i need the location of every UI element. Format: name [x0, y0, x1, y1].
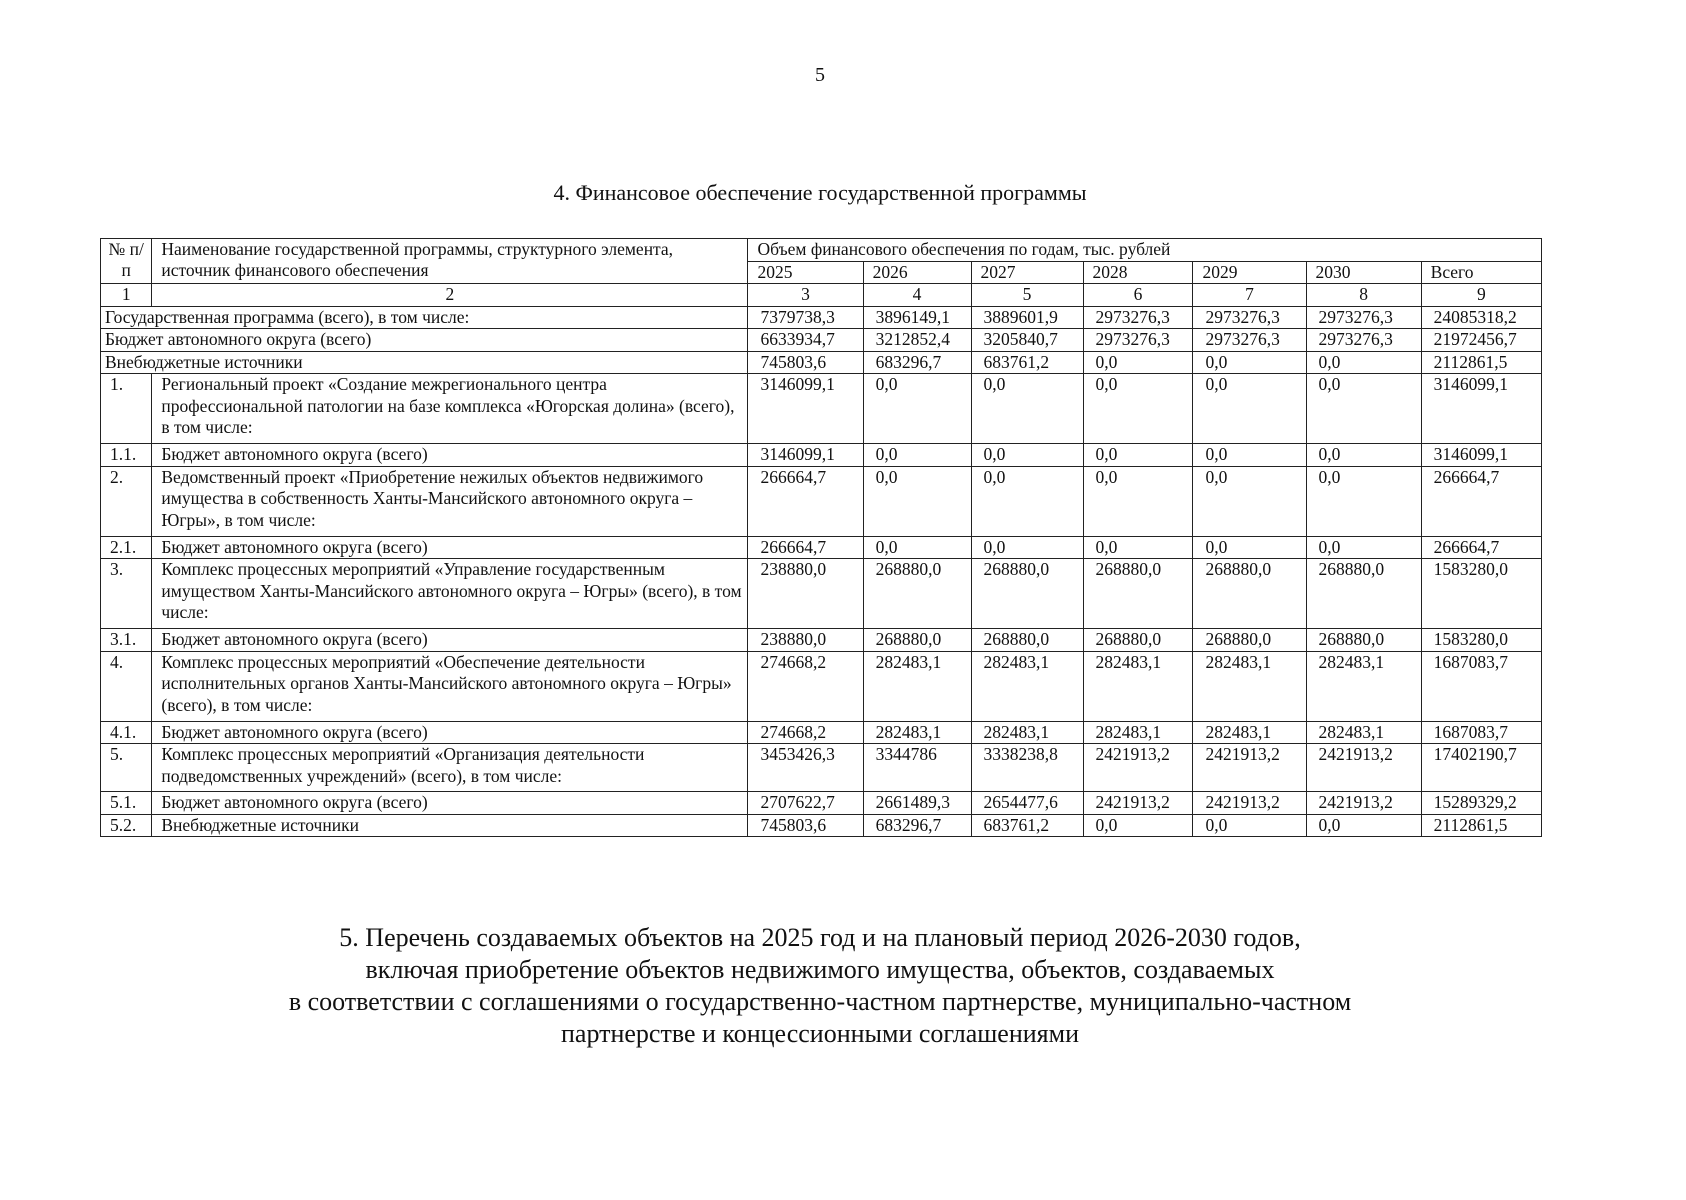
column-number: 8: [1306, 284, 1421, 307]
value-cell: 268880,0: [971, 629, 1083, 652]
value-cell: 0,0: [1193, 466, 1306, 536]
value-cell: 0,0: [1193, 374, 1306, 444]
value-cell: 0,0: [1083, 536, 1193, 559]
value-cell: 282483,1: [1306, 651, 1421, 721]
summary-row-label: Бюджет автономного округа (всего): [101, 329, 748, 352]
column-number: 3: [748, 284, 863, 307]
value-cell: 238880,0: [748, 559, 863, 629]
total-cell: 1687083,7: [1421, 651, 1541, 721]
value-cell: 745803,6: [748, 814, 863, 837]
value-cell: 268880,0: [863, 559, 971, 629]
value-cell: 282483,1: [971, 721, 1083, 744]
value-cell: 0,0: [1083, 374, 1193, 444]
value-cell: 266664,7: [748, 466, 863, 536]
bottom-section-title: [0, 922, 1640, 1050]
row-name: Бюджет автономного округа (всего): [152, 536, 748, 559]
value-cell: 282483,1: [971, 651, 1083, 721]
financing-table: [100, 238, 1542, 837]
value-cell: 282483,1: [863, 721, 971, 744]
value-cell: 683296,7: [863, 814, 971, 837]
value-cell: 0,0: [1193, 536, 1306, 559]
header-num-cell: № п/п: [101, 239, 152, 284]
value-cell: 2421913,2: [1306, 744, 1421, 792]
row-name: Комплекс процессных мероприятий «Обеспечение деятельности исполнительных органов Ханты-Мансийского автономного округа – Югры» (всего), в том числе:: [152, 651, 748, 721]
value-cell: 274668,2: [748, 651, 863, 721]
column-number: 4: [863, 284, 971, 307]
summary-row-program-total: [101, 306, 1542, 329]
header-year: 2025: [748, 261, 863, 284]
value-cell: 6633934,7: [748, 329, 863, 352]
value-cell: 0,0: [1193, 351, 1306, 374]
value-cell: 268880,0: [1306, 559, 1421, 629]
value-cell: 268880,0: [863, 629, 971, 652]
total-cell: 266664,7: [1421, 536, 1541, 559]
header-year: 2028: [1083, 261, 1193, 284]
value-cell: 2973276,3: [1306, 306, 1421, 329]
table-row: [101, 792, 1542, 815]
value-cell: 2661489,3: [863, 792, 971, 815]
value-cell: 0,0: [1193, 444, 1306, 467]
value-cell: 3146099,1: [748, 444, 863, 467]
column-number: 5: [971, 284, 1083, 307]
value-cell: 2973276,3: [1083, 306, 1193, 329]
total-cell: 1583280,0: [1421, 559, 1541, 629]
value-cell: 2973276,3: [1306, 329, 1421, 352]
table-row: [101, 444, 1542, 467]
header-year: 2027: [971, 261, 1083, 284]
table-row: [101, 721, 1542, 744]
value-cell: 2421913,2: [1083, 792, 1193, 815]
total-cell: 3146099,1: [1421, 444, 1541, 467]
section-title: 4. Финансовое обеспечение государственной программы: [553, 180, 1087, 205]
summary-row-label: Внебюджетные источники: [101, 351, 748, 374]
value-cell: 0,0: [863, 374, 971, 444]
value-cell: 0,0: [971, 444, 1083, 467]
total-cell: 3146099,1: [1421, 374, 1541, 444]
value-cell: 3212852,4: [863, 329, 971, 352]
value-cell: 0,0: [1306, 466, 1421, 536]
value-cell: 282483,1: [1193, 721, 1306, 744]
bottom-title-line: в соответствии с соглашениями о государственно-частном партнерстве, муниципально-частном: [288, 987, 1352, 1016]
value-cell: 683296,7: [863, 351, 971, 374]
header-name-cell: Наименование государственной программы, структурного элемента, источник финансового обеспечения: [152, 239, 748, 284]
value-cell: 0,0: [1306, 536, 1421, 559]
value-cell: 268880,0: [1193, 559, 1306, 629]
value-cell: 282483,1: [1306, 721, 1421, 744]
header-year: 2026: [863, 261, 971, 284]
row-name: Бюджет автономного округа (всего): [152, 629, 748, 652]
column-number: 6: [1083, 284, 1193, 307]
table-row: [101, 536, 1542, 559]
value-cell: 683761,2: [971, 814, 1083, 837]
table-row: [101, 744, 1542, 792]
value-cell: 2973276,3: [1193, 306, 1306, 329]
value-cell: 2421913,2: [1193, 792, 1306, 815]
row-number: 2.: [101, 466, 152, 536]
row-name: Бюджет автономного округа (всего): [152, 444, 748, 467]
row-name: Региональный проект «Создание межрегионального центра профессиональной патологии на базе комплекса «Югорская долина» (всего), в том числе:: [152, 374, 748, 444]
header-total: Всего: [1421, 261, 1541, 284]
value-cell: 2421913,2: [1193, 744, 1306, 792]
row-number: 2.1.: [101, 536, 152, 559]
bottom-title-line: партнерстве и концессионными соглашениями: [560, 1019, 1079, 1048]
value-cell: 0,0: [1306, 351, 1421, 374]
value-cell: 2973276,3: [1193, 329, 1306, 352]
column-number: 7: [1193, 284, 1306, 307]
value-cell: 0,0: [863, 444, 971, 467]
table-row: [101, 651, 1542, 721]
value-cell: 0,0: [971, 374, 1083, 444]
column-number-row: [101, 284, 1542, 307]
value-cell: 3205840,7: [971, 329, 1083, 352]
value-cell: 2421913,2: [1083, 744, 1193, 792]
bottom-title-line: 5. Перечень создаваемых объектов на 2025 год и на плановый период 2026-2030 годов,: [339, 923, 1301, 952]
value-cell: 3889601,9: [971, 306, 1083, 329]
value-cell: 0,0: [1306, 814, 1421, 837]
value-cell: 282483,1: [863, 651, 971, 721]
value-cell: 268880,0: [1083, 559, 1193, 629]
value-cell: 2707622,7: [748, 792, 863, 815]
summary-row-label: Государственная программа (всего), в том числе:: [101, 306, 748, 329]
row-number: 3.1.: [101, 629, 152, 652]
value-cell: 268880,0: [971, 559, 1083, 629]
value-cell: 274668,2: [748, 721, 863, 744]
table-row: [101, 814, 1542, 837]
value-cell: 0,0: [1306, 374, 1421, 444]
total-cell: 266664,7: [1421, 466, 1541, 536]
row-name: Комплекс процессных мероприятий «Управление государственным имуществом Ханты-Мансийского автономного округа – Югры» (всего), в том числе:: [152, 559, 748, 629]
value-cell: 268880,0: [1193, 629, 1306, 652]
value-cell: 2421913,2: [1306, 792, 1421, 815]
value-cell: 3338238,8: [971, 744, 1083, 792]
row-number: 1.1.: [101, 444, 152, 467]
value-cell: 282483,1: [1193, 651, 1306, 721]
value-cell: 238880,0: [748, 629, 863, 652]
header-volume-cell: Объем финансового обеспечения по годам, тыс. рублей: [748, 239, 1542, 262]
value-cell: 0,0: [1083, 351, 1193, 374]
value-cell: 0,0: [863, 466, 971, 536]
total-cell: 15289329,2: [1421, 792, 1541, 815]
summary-row-offbudget: [101, 351, 1542, 374]
page-number: 5: [815, 64, 825, 86]
header-year: 2030: [1306, 261, 1421, 284]
value-cell: 3453426,3: [748, 744, 863, 792]
total-cell: 2112861,5: [1421, 814, 1541, 837]
table-row: [101, 629, 1542, 652]
value-cell: 7379738,3: [748, 306, 863, 329]
bottom-title-line: включая приобретение объектов недвижимого имущества, объектов, создаваемых: [365, 955, 1275, 984]
value-cell: 268880,0: [1083, 629, 1193, 652]
total-cell: 17402190,7: [1421, 744, 1541, 792]
value-cell: 282483,1: [1083, 651, 1193, 721]
table-row: [101, 374, 1542, 444]
row-number: 4.1.: [101, 721, 152, 744]
value-cell: 266664,7: [748, 536, 863, 559]
value-cell: 2654477,6: [971, 792, 1083, 815]
total-cell: 1687083,7: [1421, 721, 1541, 744]
value-cell: 683761,2: [971, 351, 1083, 374]
row-name: Внебюджетные источники: [152, 814, 748, 837]
header-year: 2029: [1193, 261, 1306, 284]
total-cell: 21972456,7: [1421, 329, 1541, 352]
row-number: 1.: [101, 374, 152, 444]
value-cell: 0,0: [1193, 814, 1306, 837]
table-row: [101, 559, 1542, 629]
table-row: [101, 466, 1542, 536]
value-cell: 0,0: [863, 536, 971, 559]
total-cell: 1583280,0: [1421, 629, 1541, 652]
row-number: 5.1.: [101, 792, 152, 815]
value-cell: 0,0: [1306, 444, 1421, 467]
value-cell: 0,0: [1083, 466, 1193, 536]
value-cell: 745803,6: [748, 351, 863, 374]
value-cell: 3896149,1: [863, 306, 971, 329]
value-cell: 0,0: [1083, 814, 1193, 837]
value-cell: 2973276,3: [1083, 329, 1193, 352]
row-number: 5.2.: [101, 814, 152, 837]
value-cell: 268880,0: [1306, 629, 1421, 652]
row-name: Ведомственный проект «Приобретение нежилых объектов недвижимого имущества в собственность Ханты-Мансийского автономного округа – Югры», в том числе:: [152, 466, 748, 536]
header-row-1: [101, 239, 1542, 262]
row-number: 5.: [101, 744, 152, 792]
value-cell: 0,0: [971, 536, 1083, 559]
summary-row-budget: [101, 329, 1542, 352]
row-number: 3.: [101, 559, 152, 629]
value-cell: 0,0: [971, 466, 1083, 536]
value-cell: 0,0: [1083, 444, 1193, 467]
table-body: [101, 239, 1542, 837]
row-number: 4.: [101, 651, 152, 721]
row-name: Бюджет автономного округа (всего): [152, 721, 748, 744]
row-name: Бюджет автономного округа (всего): [152, 792, 748, 815]
column-number: 1: [101, 284, 152, 307]
value-cell: 3344786: [863, 744, 971, 792]
column-number: 9: [1421, 284, 1541, 307]
value-cell: 282483,1: [1083, 721, 1193, 744]
row-name: Комплекс процессных мероприятий «Организация деятельности подведомственных учреждений» (всего), в том числе:: [152, 744, 748, 792]
column-number: 2: [152, 284, 748, 307]
value-cell: 3146099,1: [748, 374, 863, 444]
total-cell: 2112861,5: [1421, 351, 1541, 374]
total-cell: 24085318,2: [1421, 306, 1541, 329]
